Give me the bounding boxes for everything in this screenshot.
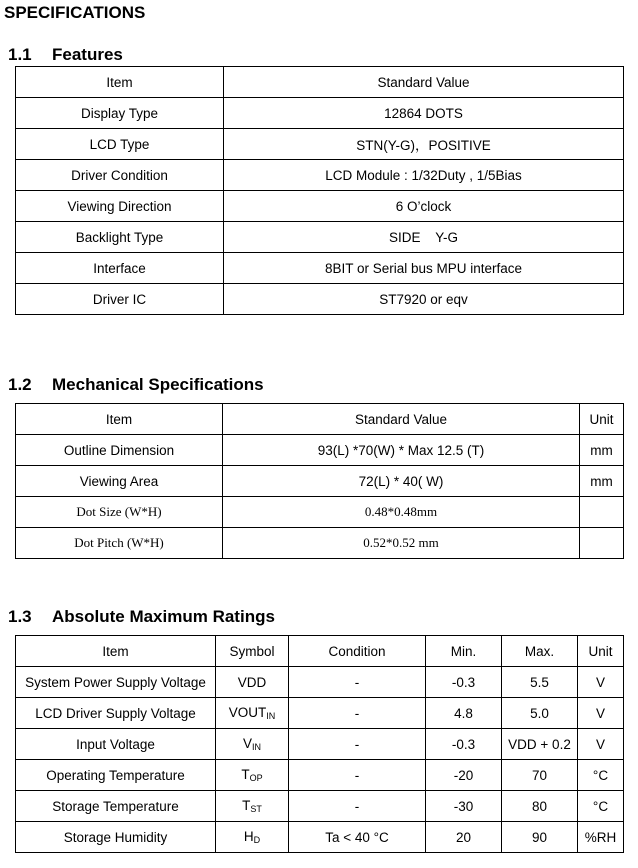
- unit-cell: °C: [578, 760, 624, 791]
- min-cell: -0.3: [426, 667, 502, 698]
- unit-cell: °C: [578, 791, 624, 822]
- symbol-cell: [216, 791, 289, 822]
- value-cell: ST7920 or eqv: [224, 284, 624, 315]
- symbol-subscript: ST: [250, 804, 262, 814]
- section-number: 1.2: [8, 375, 32, 394]
- symbol-text: H: [243, 829, 254, 844]
- symbol-subscript: OP: [249, 773, 263, 783]
- column-header: Standard Value: [223, 404, 580, 435]
- unit-cell: V: [578, 698, 624, 729]
- table-header-row: [16, 404, 624, 435]
- condition-cell: -: [289, 760, 426, 791]
- column-header: Unit: [578, 636, 624, 667]
- symbol-text: V: [242, 736, 252, 751]
- section-title: Absolute Maximum Ratings: [52, 607, 275, 626]
- table-header-row: [16, 67, 624, 98]
- column-header: Item: [16, 67, 224, 98]
- column-header: Symbol: [216, 636, 289, 667]
- unit-cell: %RH: [578, 822, 624, 853]
- mechanical-table: [15, 403, 624, 559]
- item-cell: Storage Temperature: [16, 791, 216, 822]
- column-header: Item: [16, 636, 216, 667]
- value-cell: SIDE Y-G: [224, 222, 624, 253]
- value-cell: 6 O’clock: [224, 191, 624, 222]
- section-heading-mechanical: [8, 375, 264, 395]
- max-cell: 5.0: [502, 698, 578, 729]
- item-cell: Interface: [16, 253, 224, 284]
- unit-cell: V: [578, 667, 624, 698]
- section-number: 1.1: [8, 45, 32, 64]
- condition-cell: Ta < 40 °C: [289, 822, 426, 853]
- table-row: [16, 497, 624, 528]
- min-cell: -0.3: [426, 729, 502, 760]
- item-cell: Dot Pitch (W*H): [16, 528, 223, 559]
- item-cell: Display Type: [16, 98, 224, 129]
- value-cell: 0.52*0.52 mm: [223, 528, 580, 559]
- column-header: Min.: [426, 636, 502, 667]
- item-cell: Dot Size (W*H): [16, 497, 223, 528]
- item-cell: Driver IC: [16, 284, 224, 315]
- value-cell: LCD Module : 1/32Duty , 1/5Bias: [224, 160, 624, 191]
- min-cell: -30: [426, 791, 502, 822]
- section-title: Mechanical Specifications: [52, 375, 264, 394]
- section-number: 1.3: [8, 607, 32, 626]
- symbol-subscript: IN: [266, 711, 276, 721]
- symbol-subscript: D: [253, 835, 261, 845]
- table-row: [16, 791, 624, 822]
- table-row: [16, 253, 624, 284]
- column-header: Unit: [580, 404, 624, 435]
- unit-cell: mm: [580, 435, 624, 466]
- section-title: Features: [52, 45, 123, 64]
- min-cell: 20: [426, 822, 502, 853]
- column-header: Condition: [289, 636, 426, 667]
- symbol-text: VDD: [237, 674, 267, 690]
- item-cell: LCD Driver Supply Voltage: [16, 698, 216, 729]
- ratings-table: [15, 635, 624, 853]
- symbol-cell: [216, 729, 289, 760]
- condition-cell: -: [289, 667, 426, 698]
- unit-cell: V: [578, 729, 624, 760]
- table-row: [16, 284, 624, 315]
- condition-cell: -: [289, 729, 426, 760]
- table-row: [16, 129, 624, 160]
- min-cell: -20: [426, 760, 502, 791]
- max-cell: 80: [502, 791, 578, 822]
- value-cell: 12864 DOTS: [224, 98, 624, 129]
- item-cell: System Power Supply Voltage: [16, 667, 216, 698]
- table-row: [16, 528, 624, 559]
- symbol-text: T: [241, 767, 250, 782]
- column-header: Standard Value: [224, 67, 624, 98]
- item-cell: Storage Humidity: [16, 822, 216, 853]
- table-row: [16, 667, 624, 698]
- column-header: Item: [16, 404, 223, 435]
- table-row: [16, 160, 624, 191]
- symbol-text: T: [242, 798, 251, 813]
- symbol-cell: [216, 822, 289, 853]
- value-cell: STN(Y-G)，POSITIVE: [224, 129, 624, 160]
- symbol-text: VOUT: [228, 705, 267, 720]
- table-row: [16, 760, 624, 791]
- item-cell: LCD Type: [16, 129, 224, 160]
- item-cell: Driver Condition: [16, 160, 224, 191]
- condition-cell: -: [289, 698, 426, 729]
- unit-cell: mm: [580, 466, 624, 497]
- unit-cell: [580, 497, 624, 528]
- item-cell: Viewing Direction: [16, 191, 224, 222]
- item-cell: Viewing Area: [16, 466, 223, 497]
- table-row: [16, 222, 624, 253]
- table-row: [16, 729, 624, 760]
- table-row: [16, 466, 624, 497]
- symbol-cell: [216, 760, 289, 791]
- section-heading-ratings: [8, 607, 275, 627]
- section-heading-features: [8, 45, 123, 65]
- table-row: [16, 98, 624, 129]
- min-cell: 4.8: [426, 698, 502, 729]
- value-cell: 72(L) * 40( W): [223, 466, 580, 497]
- unit-cell: [580, 528, 624, 559]
- max-cell: 90: [502, 822, 578, 853]
- table-row: [16, 822, 624, 853]
- symbol-subscript: IN: [252, 742, 261, 752]
- max-cell: VDD + 0.2: [502, 729, 578, 760]
- table-row: [16, 191, 624, 222]
- features-table: [15, 66, 624, 315]
- item-cell: Backlight Type: [16, 222, 224, 253]
- symbol-cell: [216, 698, 289, 729]
- max-cell: 5.5: [502, 667, 578, 698]
- value-cell: 0.48*0.48mm: [223, 497, 580, 528]
- page-title: SPECIFICATIONS: [4, 3, 146, 22]
- item-cell: Operating Temperature: [16, 760, 216, 791]
- value-cell: 8BIT or Serial bus MPU interface: [224, 253, 624, 284]
- max-cell: 70: [502, 760, 578, 791]
- item-cell: Input Voltage: [16, 729, 216, 760]
- symbol-cell: [216, 667, 289, 698]
- table-row: [16, 698, 624, 729]
- table-header-row: [16, 636, 624, 667]
- column-header: Max.: [502, 636, 578, 667]
- table-row: [16, 435, 624, 466]
- item-cell: Outline Dimension: [16, 435, 223, 466]
- value-cell: 93(L) *70(W) * Max 12.5 (T): [223, 435, 580, 466]
- condition-cell: -: [289, 791, 426, 822]
